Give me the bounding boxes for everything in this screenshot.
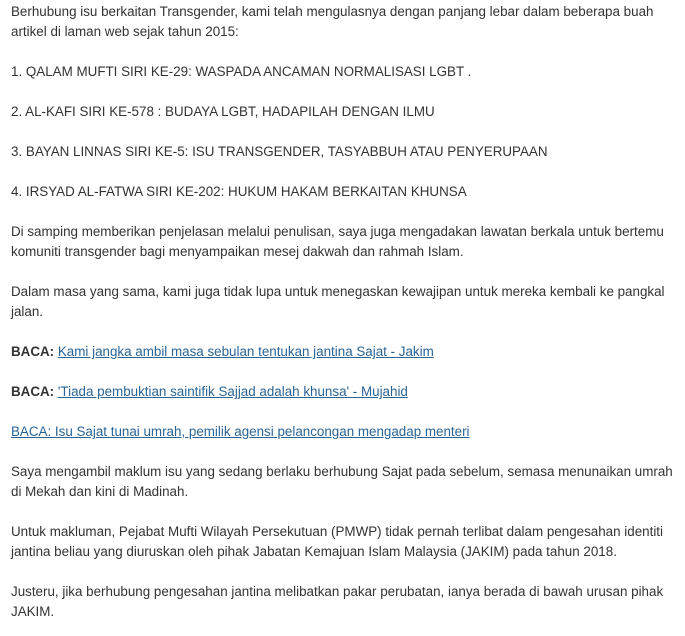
baca-label: BACA: [11,344,55,359]
related-article-link-mujahid[interactable]: 'Tiada pembuktian saintifik Sajjad adalah khunsa' - Mujahid [57,384,408,399]
baca-label: BACA: [11,384,55,399]
article-list-item: 4. IRSYAD AL-FATWA SIRI KE-202: HUKUM HAKAM BERKAITAN KHUNSA [11,184,467,199]
umrah-paragraph: Saya mengambil maklum isu yang sedang berlaku berhubung Sajat pada sebelum, semasa menunaikan umrah di Mekah dan kini di Madinah. [11,464,673,499]
related-article-link-umrah[interactable]: BACA: Isu Sajat tunai umrah, pemilik agensi pelancongan mengadap menteri [11,424,470,439]
baca-line [11,342,679,362]
obligation-paragraph: Dalam masa yang sama, kami juga tidak lupa untuk menegaskan kewajipan untuk mereka kembali ke pangkal jalan. [11,284,665,319]
article-list-item: 3. BAYAN LINNAS SIRI KE-5: ISU TRANSGENDER, TASYABBUH ATAU PENYERUPAAN [11,144,548,159]
article-list-item: 1. QALAM MUFTI SIRI KE-29: WASPADA ANCAMAN NORMALISASI LGBT . [11,64,472,79]
intro-paragraph: Berhubung isu berkaitan Transgender, kami telah mengulasnya dengan panjang lebar dalam beberapa buah artikel di laman web sejak tahun 2015: [11,4,654,39]
pmwp-paragraph: Untuk makluman, Pejabat Mufti Wilayah Persekutuan (PMWP) tidak pernah terlibat dalam pengesahan identiti jantina beliau yang diuruskan oleh pihak Jabatan Kemajuan Islam Malaysia (JAKIM) pada tahun 2018. [11,524,664,559]
baca-line [11,422,679,442]
related-article-link-jakim[interactable]: Kami jangka ambil masa sebulan tentukan jantina Sajat - Jakim [57,344,434,359]
baca-line [11,382,679,402]
article-list-item: 2. AL-KAFI SIRI KE-578 : BUDAYA LGBT, HADAPILAH DENGAN ILMU [11,104,435,119]
jakim-paragraph: Justeru, jika berhubung pengesahan jantina melibatkan pakar perubatan, ianya berada di bawah urusan pihak JAKIM. [11,584,664,619]
visits-paragraph: Di samping memberikan penjelasan melalui penulisan, saya juga mengadakan lawatan berkala untuk bertemu komuniti transgender bagi menyampaikan mesej dakwah dan rahmah Islam. [11,224,664,259]
